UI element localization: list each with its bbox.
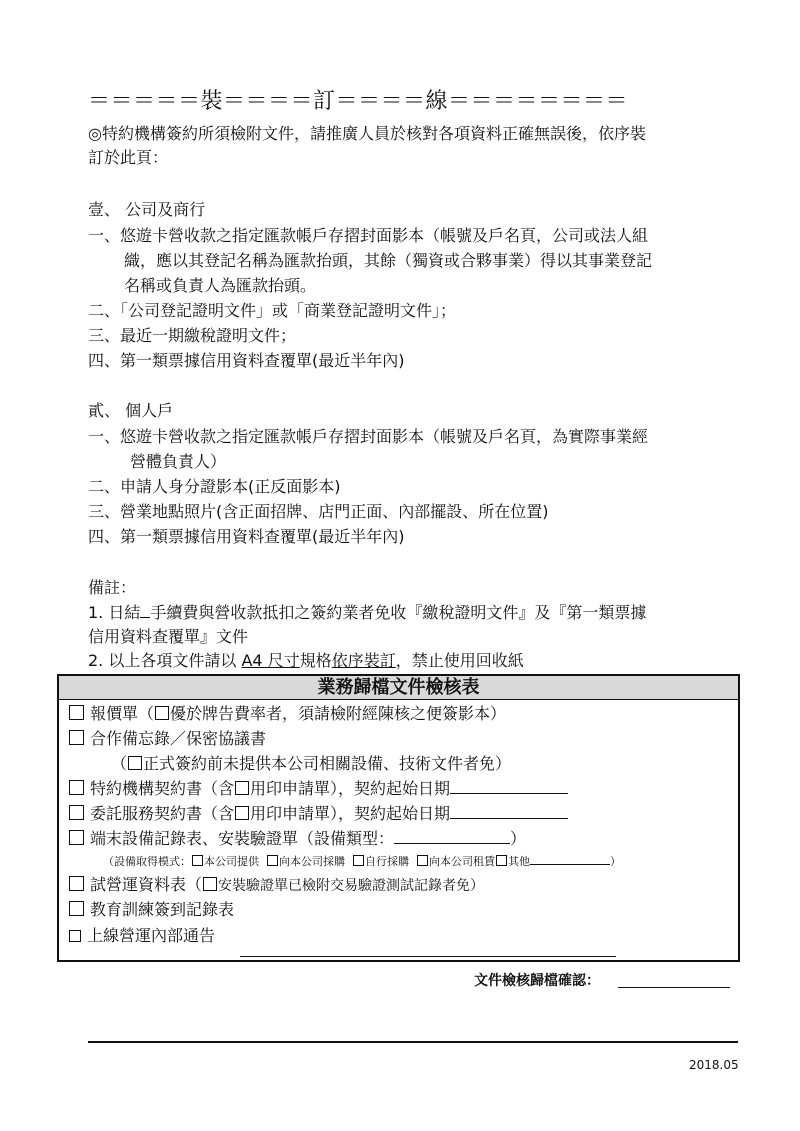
table-bottom-rule: [240, 956, 616, 957]
intro-line-1: ◎特約機構簽約所須檢附文件，請推廣人員於核對各項資料正確無誤後，依序裝: [88, 124, 646, 143]
checkbox[interactable]: [69, 730, 84, 745]
row-label-detail: 優於牌告費率者，須請檢附經陳核之便簽影本）: [170, 704, 507, 723]
company-item-4: 四、第一類票據信用資料查覆單(最近半年內): [88, 351, 405, 370]
row-label: 試營運資料表（: [90, 875, 203, 894]
company-item-2: 二、「公司登記證明文件」或「商業登記證明文件」；: [88, 301, 457, 320]
binding-line: ＝＝＝＝＝裝＝＝＝＝訂＝＝＝＝線＝＝＝＝＝＝＝＝: [88, 89, 629, 114]
checklist-row-mou: [69, 729, 266, 749]
company-item-3: 三、最近一期繳稅證明文件；: [88, 326, 297, 345]
checkbox[interactable]: [496, 855, 507, 866]
row-label-detail: 用印申請單），契約起始日期: [250, 779, 451, 798]
checkbox[interactable]: [235, 806, 249, 820]
row-label: 特約機構契約書（含: [90, 779, 235, 798]
footer-rule: [88, 1041, 738, 1043]
note-2-mid: 規格: [299, 651, 332, 670]
archive-confirm-label: 文件檢核歸檔確認：: [474, 973, 600, 989]
checkbox[interactable]: [69, 805, 84, 820]
company-item-1-cont2: 名稱或負責人為匯款抬頭。: [124, 276, 317, 295]
checklist-row-quote: [69, 704, 506, 724]
intro-line-2: 訂於此頁：: [88, 148, 169, 167]
footer-date: 2018.05: [689, 1058, 739, 1072]
company-item-1: 一、悠遊卡營收款之指定匯款帳戶存摺封面影本（帳號及戶名頁，公司或法人組: [88, 226, 649, 245]
checklist-row-terminal: [69, 829, 526, 849]
option-end: ）: [610, 855, 621, 868]
checklist-title: 業務歸檔文件檢核表: [59, 676, 738, 700]
row-label: 教育訓練簽到記錄表: [90, 900, 235, 919]
option-label: 向本公司採購: [279, 855, 345, 868]
note-2-a4: A4 尺寸: [241, 651, 300, 670]
note-2-suffix: ，禁止使用回收紙: [395, 651, 524, 670]
checkbox[interactable]: [69, 876, 84, 891]
checkbox[interactable]: [417, 855, 428, 866]
row-label: 合作備忘錄／保密協議書: [90, 729, 267, 748]
row-label: 上線營運內部通告: [87, 926, 216, 945]
other-blank[interactable]: [530, 854, 610, 865]
individual-item-4: 四、第一類票據信用資料查覆單(最近半年內): [88, 527, 405, 546]
checklist-row-acquisition: [103, 854, 621, 870]
note-2: [88, 651, 524, 671]
archive-checklist-table: [57, 674, 740, 962]
row-label-end: ）: [510, 829, 527, 848]
option-label: 向本公司租賃: [429, 855, 495, 868]
start-date-blank[interactable]: [450, 804, 568, 819]
option-label: 其他: [508, 855, 530, 868]
checkbox[interactable]: [69, 930, 81, 942]
checklist-row-notice: [69, 926, 215, 946]
checklist-row-trial: [69, 875, 484, 896]
checklist-row-training: [69, 900, 234, 920]
note-2-prefix: 2. 以上各項文件請以: [88, 651, 242, 670]
checklist-row-service-contract: [69, 804, 568, 824]
note-2-order: 依序裝訂: [331, 651, 396, 670]
checklist-row-mou-exempt: [111, 754, 511, 774]
row-label: 委託服務契約書（含: [90, 804, 235, 823]
row-label: 端末設備記錄表、安裝驗證單（設備類型：: [90, 829, 395, 848]
individual-item-3: 三、營業地點照片(含正面招牌、店門正面、內部擺設、所在位置): [88, 502, 549, 521]
checkbox[interactable]: [69, 901, 84, 916]
checklist-row-merchant-contract: [69, 779, 568, 799]
company-item-1-cont: 織，應以其登記名稱為匯款抬頭，其餘（獨資或合夥事業）得以其事業登記: [124, 251, 653, 270]
row-label-detail: 安裝驗證單已檢附交易驗證測試記錄者免）: [218, 878, 485, 894]
note-1-text: 手續費與營收款抵扣之簽約業者免收『繳稅證明文件』及『第一類票據: [150, 603, 647, 622]
checkbox[interactable]: [69, 705, 84, 720]
device-type-blank[interactable]: [394, 829, 510, 844]
checkbox[interactable]: [155, 706, 169, 720]
archive-confirm-blank[interactable]: [618, 987, 730, 988]
start-date-blank[interactable]: [450, 779, 568, 794]
checkbox[interactable]: [192, 855, 203, 866]
row-label-detail: 正式簽約前未提供本公司相關設備、技術文件者免）: [143, 754, 512, 773]
checkbox[interactable]: [128, 756, 142, 770]
note-1-cont: 信用資料查覆單』文件: [88, 627, 249, 646]
notes-title: 備註：: [88, 578, 137, 597]
option-label: 自行採購: [365, 855, 409, 868]
checkbox[interactable]: [69, 830, 84, 845]
individual-item-1: 一、悠遊卡營收款之指定匯款帳戶存摺封面影本（帳號及戶名頁，為實際事業經: [88, 427, 649, 446]
individual-item-2: 二、申請人身分證影本(正反面影本): [88, 477, 341, 496]
checkbox[interactable]: [267, 855, 278, 866]
row-label: （: [111, 754, 128, 773]
note-1-underline: [140, 603, 150, 618]
checkbox[interactable]: [235, 781, 249, 795]
individual-item-1-cont: 營體負責人）: [130, 452, 227, 471]
section-individual-title: 貳、 個人戶: [88, 401, 174, 420]
row-label: 報價單（: [90, 704, 155, 723]
option-label: 本公司提供: [204, 855, 259, 868]
note-1-prefix: 1. 日結: [88, 603, 141, 622]
checkbox[interactable]: [69, 780, 84, 795]
note-1: [88, 603, 646, 623]
acquisition-label: （設備取得模式：: [103, 855, 191, 868]
row-label-detail: 用印申請單），契約起始日期: [250, 804, 451, 823]
checkbox[interactable]: [353, 855, 364, 866]
section-company-title: 壹、 公司及商行: [88, 200, 206, 219]
checkbox[interactable]: [203, 877, 217, 891]
